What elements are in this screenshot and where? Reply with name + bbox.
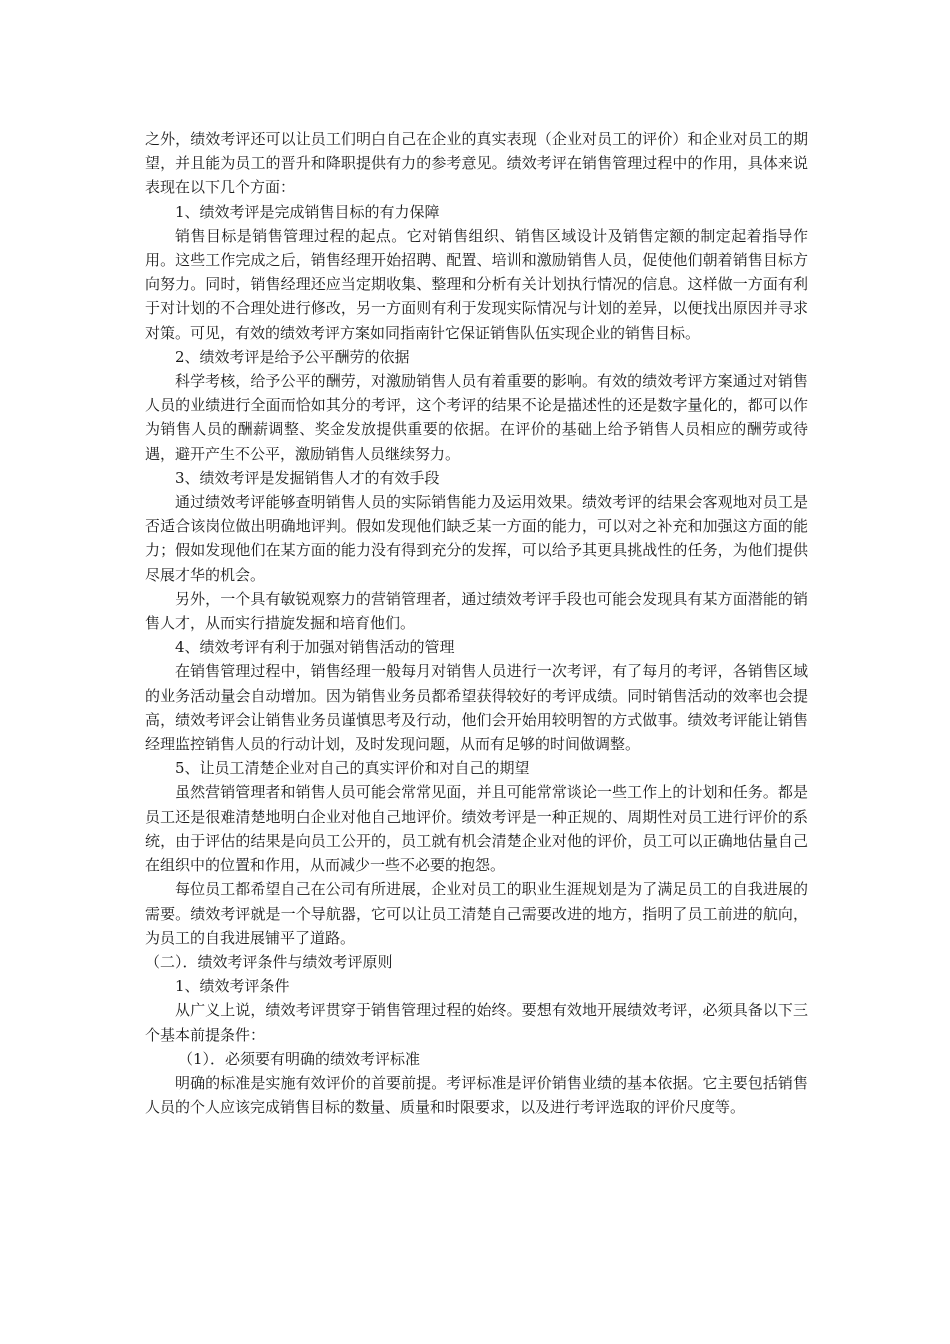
heading-evaluation-conditions: 1、绩效考评条件 [175,977,290,996]
paragraph-clear-standards: 明确的标准是实施有效评价的首要前提。考评标准是评价销售业绩的基本依据。它主要包括销售人员的个人应该完成销售目标的数量、质量和时限要求，以及进行考评选取的评价尺度等。 [145,1073,808,1117]
section-heading-conditions-principles: （二）．绩效考评条件与绩效考评原则 [145,952,393,971]
heading-clear-standards: （1）．必须要有明确的绩效考评标准 [178,1049,421,1068]
paragraph-discover-talent-b: 另外，一个具有敏锐观察力的营销管理者，通过绩效考评手段也可能会发现具有某方面潜能的销售人才，从而实行措旋发掘和培育他们。 [145,589,808,633]
paragraph-manage-sales-activities: 在销售管理过程中，销售经理一般每月对销售人员进行一次考评，有了每月的考评，各销售区域的业务活动量会自动增加。因为销售业务员都希望获得较好的考评成绩。同时销售活动的效率也会提高，绩效考评会让销售业务员谨慎思考及行动，他们会开始用较明智的方式做事。绩效考评能让销售经理监控销售人员的行动计划，及时发现问题，从而有足够的时间做调整。 [145,662,808,754]
paragraph-employee-expectations-b: 每位员工都希望自己在公司有所进展，企业对员工的职业生涯规划是为了满足员工的自我进展的需要。绩效考评就是一个导航器，它可以让员工清楚自己需要改进的地方，指明了员工前进的航向，为员工的自我进展铺平了道路。 [145,880,808,947]
paragraph-discover-talent-a: 通过绩效考评能够查明销售人员的实际销售能力及运用效果。绩效考评的结果会客观地对员工是否适合该岗位做出明确地评判。假如发现他们缺乏某一方面的能力，可以对之补充和加强这方面的能力；假如发现他们在某方面的能力没有得到充分的发挥，可以给予其更具挑战性的任务，为他们提供尽展才华的机会。 [145,493,808,584]
heading-discover-talent: 3、绩效考评是发掘销售人才的有效手段 [175,468,440,487]
document-page [145,127,808,1119]
paragraph-sales-goals: 销售目标是销售管理过程的起点。它对销售组织、销售区域设计及销售定额的制定起着指导作用。这些工作完成之后，销售经理开始招聘、配置、培训和激励销售人员，促使他们朝着销售目标方向努力。同时，销售经理还应当定期收集、整理和分析有关计划执行情况的信息。这样做一方面有利于对计划的不合理处进行修改，另一方面则有利于发现实际情况与计划的差异，以便找出原因并寻求对策。可见，有效的绩效考评方案如同指南针它保证销售队伍实现企业的销售目标。 [145,226,808,342]
intro-paragraph: 之外，绩效考评还可以让员工们明白自己在企业的真实表现（企业对员工的评价）和企业对员工的期望，并且能为员工的晋升和降职提供有力的参考意见。绩效考评在销售管理过程中的作用，具体来说表现在以下几个方面： [145,130,808,197]
heading-fair-compensation: 2、绩效考评是给予公平酬劳的依据 [175,347,410,366]
heading-performance-ensures-sales-goals: 1、绩效考评是完成销售目标的有力保障 [175,202,440,221]
heading-employee-expectations: 5、让员工清楚企业对自己的真实评价和对自己的期望 [175,759,530,778]
paragraph-evaluation-conditions: 从广义上说，绩效考评贯穿于销售管理过程的始终。要想有效地开展绩效考评，必须具备以下三个基本前提条件： [145,1001,808,1044]
paragraph-employee-expectations-a: 虽然营销管理者和销售人员可能会常常见面，并且可能常常谈论一些工作上的计划和任务。都是员工还是很难清楚地明白企业对他自己地评价。绩效考评是一种正规的、周期性对员工进行评价的系统，由于评估的结果是向员工公开的，员工就有机会清楚企业对他的评价，员工可以正确地估量自己在组织中的位置和作用，从而减少一些不必要的抱怨。 [145,783,808,875]
heading-manage-sales-activities: 4、绩效考评有利于加强对销售活动的管理 [175,638,455,657]
paragraph-fair-compensation: 科学考核，给予公平的酬劳，对激励销售人员有着重要的影响。有效的绩效考评方案通过对销售人员的业绩进行全面而恰如其分的考评，这个考评的结果不论是描述性的还是数字量化的，都可以作为销售人员的酬薪调整、奖金发放提供重要的依据。在评价的基础上给予销售人员相应的酬劳或待遇，避开产生不公平，激励销售人员继续努力。 [145,372,808,463]
